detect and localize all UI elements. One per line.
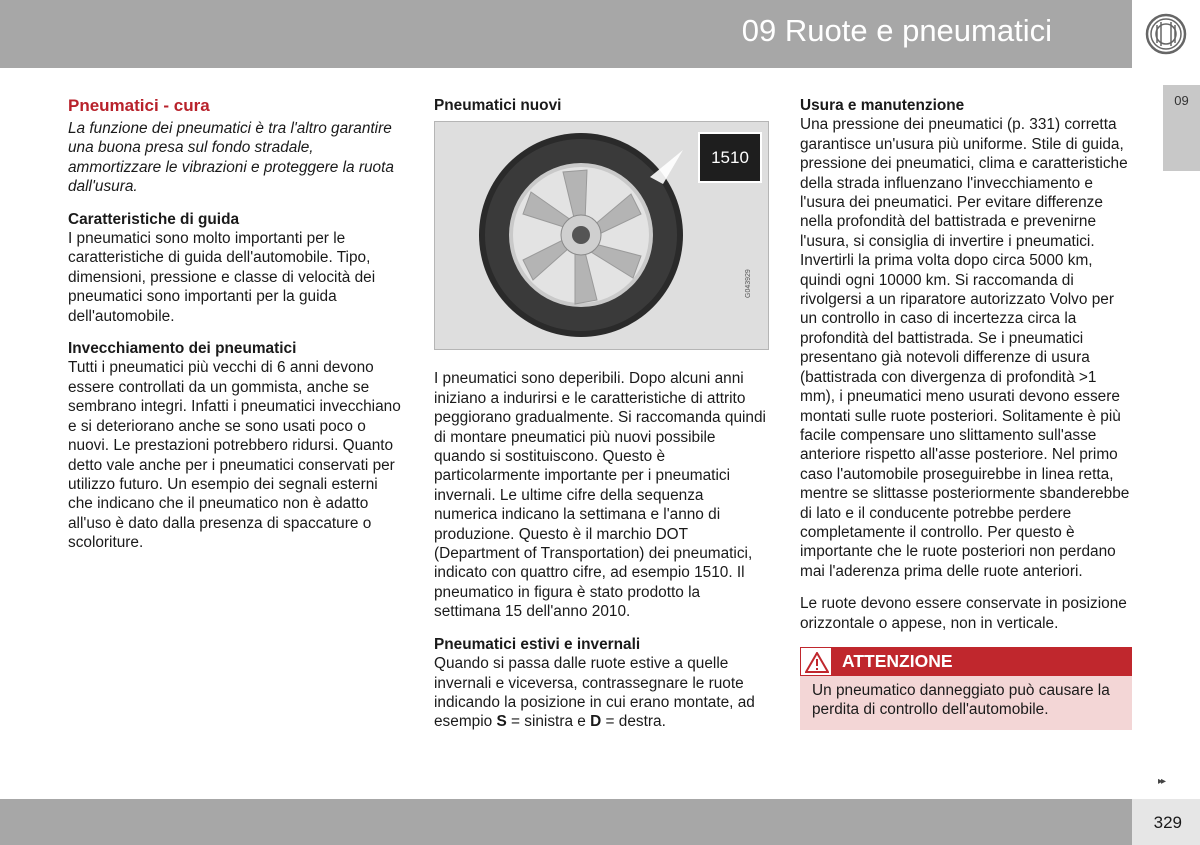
warning-title: ATTENZIONE — [842, 650, 953, 671]
section-title: Pneumatici - cura — [68, 96, 210, 115]
column-left — [68, 96, 403, 553]
column-right — [800, 96, 1133, 730]
warning-header — [800, 647, 1132, 676]
paragraph: Le ruote devono essere conservate in posizione orizzontale o appese, non in verticale. — [800, 595, 1127, 632]
page-number-box — [1132, 799, 1200, 845]
warning-box — [800, 647, 1132, 730]
chapter-icon-box — [1132, 0, 1200, 68]
warning-text: Un pneumatico danneggiato può causare la perdita di controllo dell'automobile. — [812, 681, 1110, 719]
warning-icon-box — [800, 647, 832, 676]
chapter-title: 09 Ruote e pneumatici — [741, 13, 1052, 48]
subsection-text: I pneumatici sono molto importanti per le caratteristiche di guida dell'automobile. Tipo, dimensioni, pressione e classe di velocità dei pneumatici sono importanti per la guida dell'automobile. — [68, 230, 376, 325]
subsection — [434, 635, 769, 732]
chapter-header — [0, 0, 1132, 68]
subsection-text: Tutti i pneumatici più vecchi di 6 anni devono essere controllati da un gommista, anche se sembrano integri. Infatti i pneumatici invecchiano e si deteriorano anche se sono usati poco o nuovi. Le prestazioni potrebbero ridursi. Quanto detto vale anche per i pneumatici conservati per utilizzo futuro. Un esempio dei segnali esterni che indicano che il pneumatico non è adatto all'uso è dato dalla presenza di spaccature o scoloriture. — [68, 359, 401, 552]
subsection-heading: Pneumatici estivi e invernali — [434, 635, 641, 653]
image-code: G043929 — [745, 269, 752, 299]
tire-dot-figure — [434, 121, 769, 350]
column-middle — [434, 96, 769, 732]
tire-icon — [1145, 13, 1187, 55]
paragraph: Una pressione dei pneumatici (p. 331) corretta garantisce un'usura più uniforme. Stile di guida, pressione dei pneumatici, clima e caratteristiche della strada influenzano l'invecchiamento e l'usura dei pneumatici. Per evitare differenze nella profondità del battistrada e prevenirne l'usura, si consiglia di invertire i pneumatici. Invertirli la prima volta dopo circa 5000 km, quindi ogni 10000 km. Si raccomanda di rivolgersi a un riparatore autorizzato Volvo per un controllo in caso di incertezza circa la profondità del battistrada. Se i pneumatici presentano già notevoli differenze di usura (battistrada con divergenza di profondità >1 mm), i pneumatici meno usurati devono essere montati sulle ruote posteriori. Solitamente è più facile compensare uno slittamento sull'asse anteriore rispetto all'asse posteriore. Nel primo caso l'automobile proseguirebbe in linea retta, mentre se slittasse posteriormente sbanderebbe di lato e il conducente potrebbe perdere completamente il controllo. Per questo è importante che le ruote posteriori non perdano mai l'aderenza prima delle ruote anteriori. — [800, 116, 1130, 580]
chapter-tab[interactable]: 09 — [1163, 85, 1200, 171]
left-marker: S — [496, 713, 507, 731]
warning-triangle-icon — [805, 652, 829, 673]
subsection-heading: Invecchiamento dei pneumatici — [68, 340, 297, 358]
section-intro: La funzione dei pneumatici è tra l'altro garantire una buona presa sul fondo stradale, ammortizzare le vibrazioni e proteggere la ruota dall'usura. — [68, 120, 394, 196]
right-marker: D — [590, 713, 602, 731]
subsection — [68, 339, 403, 552]
page-number: 329 — [1153, 813, 1182, 832]
paragraph: Quando si passa dalle ruote estive a quelle invernali e viceversa, contrassegnare le ruote indicando la posizione in cui erano montate, ad esempio S = sinistra e D = destra. — [434, 655, 755, 731]
subsection-heading: Usura e manutenzione — [800, 97, 965, 114]
paragraph: I pneumatici sono deperibili. Dopo alcuni anni iniziano a indurirsi e le caratteristiche di attrito peggiorano gradualmente. Si raccomanda quindi di montare pneumatici più nuovi possibile quando si sostituiscono. Questo è particolarmente importante per i pneumatici invernali. Le ultime cifre della sequenza numerica indicano la settimana e l'anno di produzione. Questo è il marchio DOT (Department of Transportation) dei pneumatici, indicato con quattro cifre, ad esempio 1510. Il pneumatico in figura è stato prodotto la settimana 15 dell'anno 2010. — [434, 370, 766, 621]
page-footer — [0, 799, 1132, 845]
dot-code-callout: 1510 — [698, 132, 762, 183]
double-arrow-icon[interactable]: ▸▸ — [1158, 776, 1165, 787]
subsection-heading: Caratteristiche di guida — [68, 210, 240, 228]
subsection — [68, 210, 403, 326]
subsection-heading: Pneumatici nuovi — [434, 97, 562, 114]
